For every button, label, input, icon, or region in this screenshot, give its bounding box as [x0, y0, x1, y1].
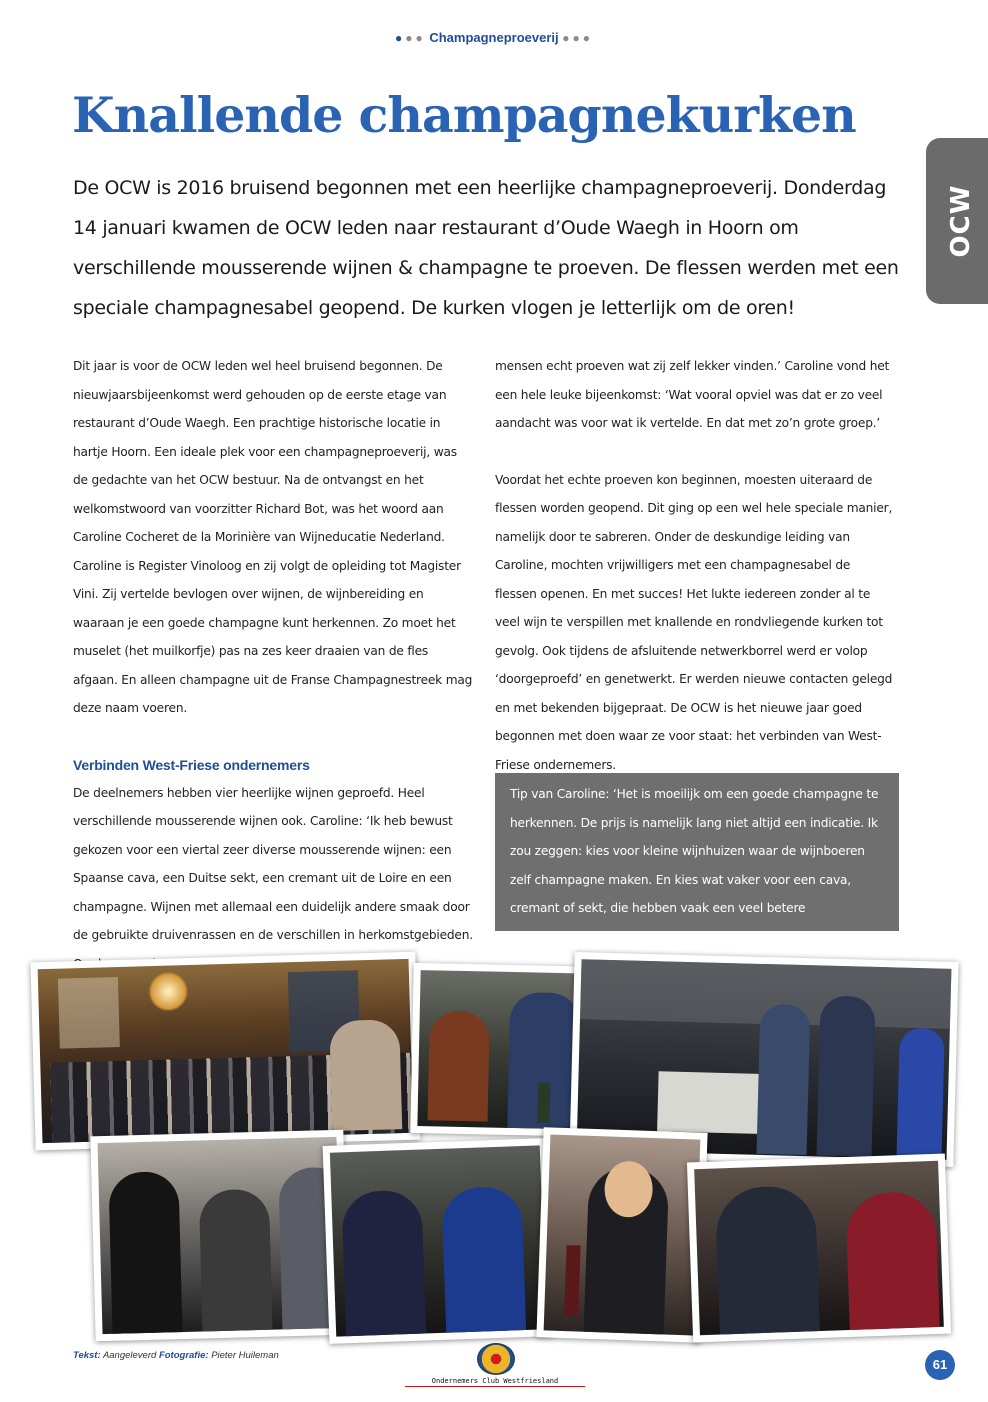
section-side-tab [926, 138, 988, 304]
paragraph: De deelnemers hebben vier heerlijke wijnen geproefd. Heel verschillende mousserende wijnen ook. Caroline: ‘Ik heb bewust gekozen voor een viertal zeer diverse mousserende wijnen: een Spaanse cava, een Duitse sekt, een cremant uit de Loire en een champagne. Wijnen met allemaal een duidelijk andere smaak door de gebruikte druivenrassen en de verschillen in herkomstgebieden. [73, 785, 473, 942]
header-dots-left: ● [394, 31, 406, 45]
paragraph: Voordat het echte proeven kon beginnen, moesten uiteraard de flessen worden geopend. Dit ging op een wel hele speciale manier, namelijk door te sabreren. Onder de deskundige leiding van Caroline, mochten vrijwilligers met een champagnesabel de flessen openen. En met succes! Het lukte iedereen zonder al te veel wijn te verspillen met knallende en rondvliegende kurken tot gevolg. Ook tijdens de afsluitende netwerkborrel werd er volop ‘doorgeproefd’ en genetwerkt. Er werden nieuwe contacten gelegd en met bekenden bijgepraat. De OCW is het nieuwe jaar goed begonnen met doen waar ze voor staat: het verbinden van West-Friese ondernemers. [495, 472, 893, 772]
photo-woman-champagne [536, 1127, 707, 1343]
club-logo-name: Ondernemers Club Westfriesland [405, 1377, 585, 1387]
article-subheading: Verbinden West-Friese ondernemers [73, 756, 310, 773]
club-emblem-icon [477, 1343, 515, 1375]
paragraph: Dit jaar is voor de OCW leden wel heel bruisend begonnen. De nieuwjaarsbijeenkomst werd gehouden op de eerste etage van restaurant d’Oude Waegh. Een prachtige historische locatie in hartje Hoorn. Een ideale plek voor een champagneproeverij, was de gedachte van het OCW bestuur. Na de ontvangst en het welkomstwoord van voorzitter Richard Bot, was het woord aan Caroline Cocheret de la Morinière van Wijneducatie Nederland. Caroline is Register Vinoloog en zij volgt de opleiding tot Magister Vini. Zij vertelde bevlogen over wijnen, de wijnbereiding en waaraan je een goede champagne kunt herkennen. Zo moet het muselet (het muilkorfje) pas na zes keer draaien van de fles afgaan. En alleen champagne uit de Franse Champagnestreek mag deze naam voeren. [73, 359, 473, 715]
side-tab-label: OCW [946, 184, 976, 258]
club-logo [405, 1343, 585, 1393]
section-header: ●●● Champagneproeverij ●●● [394, 30, 594, 45]
article-credits: Tekst: Aangeleverd Fotografie: Pieter Huileman [73, 1350, 279, 1361]
article-title: Knallende champagnekurken [72, 86, 856, 144]
header-dots-right: ●● [562, 31, 583, 45]
section-label: Champagneproeverij [429, 30, 559, 45]
tip-text: Tip van Caroline: ‘Het is moeilijk om een goede champagne te herkennen. De prijs is namelijk lang niet altijd een indicatie. Ik zou zeggen: kies voor kleine wijnhuizen waar de wijnboeren zelf champagne maken. En kies wat vaker voor een cava, cremant of sekt, die hebben vaak een veel betere prijs/kwaliteitverhouding.’ [510, 787, 879, 944]
article-intro: De OCW is 2016 bruisend begonnen met een heerlijke champagneproeverij. Donderdag 14 januari kwamen de OCW leden naar restaurant d’Oude Waegh in Hoorn om verschillende mousserende wijnen & champagne te proeven. De flessen werden met een speciale champagnesabel geopend. De kurken vlogen je letterlijk om de oren! [73, 177, 899, 319]
photo-toast [90, 1130, 348, 1342]
page-number: 61 [925, 1350, 955, 1380]
article-column-left [73, 352, 473, 978]
article-column-right [495, 352, 895, 779]
photo-group-room [30, 952, 420, 1151]
photo-two-people [687, 1154, 951, 1343]
tip-box [495, 773, 899, 944]
photo-conversation [323, 1138, 554, 1344]
paragraph: mensen echt proeven wat zij zelf lekker vinden.’ Caroline vond het een hele leuke bijeenkomst: ‘Wat vooral opviel was dat er zo veel aandacht was voor wat ik vertelde. En dat met zo’n grote groep.’ [495, 359, 890, 430]
